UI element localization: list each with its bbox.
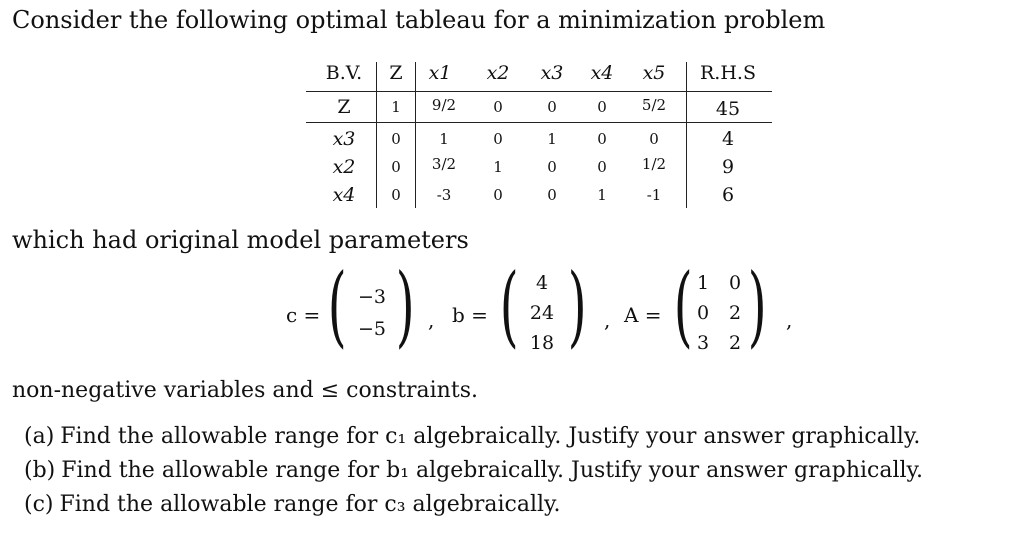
cell: 3/2 [431,155,457,173]
header-x3: x3 [540,62,564,84]
a-entry: 0 [696,302,710,324]
b-entry: 24 [529,302,555,324]
constraints-note: non-negative variables and ≤ constraints. [12,378,478,403]
header-x2: x2 [486,62,510,84]
cell: -3 [436,186,452,204]
cell: 0 [547,98,557,116]
right-paren: ) [747,254,767,357]
cell: 1/2 [641,155,667,173]
a-label: A = [624,303,662,327]
column-rule [415,62,416,208]
cell: 0 [493,186,503,204]
cell: 9 [721,156,735,178]
a-entry: 3 [696,332,710,354]
left-paren: ( [673,254,693,357]
a-entry: 2 [728,332,742,354]
cell: 1 [547,130,557,148]
right-paren: ) [395,254,415,357]
question-text: Find the allowable range for c₁ algebraically. Justify your answer graphically. [60,424,921,449]
a-entry: 0 [728,272,742,294]
header-x1: x1 [428,62,452,84]
separator: , [604,308,611,332]
b-entry: 18 [529,332,555,354]
b-entry: 4 [535,272,549,294]
column-rule [376,62,377,208]
cell-bv: x4 [332,184,356,206]
separator: , [428,308,435,332]
cell: 45 [715,98,741,120]
cell: 9/2 [431,96,457,114]
left-paren: ( [327,254,347,357]
column-rule [686,62,687,208]
cell: 6 [721,184,735,206]
question-label: (c) [24,492,54,517]
cell: 0 [391,158,401,176]
cell: 0 [597,158,607,176]
question-c [24,492,561,517]
cell: 0 [391,186,401,204]
intro-text: Consider the following optimal tableau for a minimization problem [12,6,826,34]
cell: 1 [391,98,401,116]
cell-bv: x3 [332,128,356,150]
left-paren: ( [499,254,519,357]
cell: 0 [547,186,557,204]
header-x5: x5 [642,62,666,84]
question-label: (a) [24,424,55,449]
header-z: Z [389,62,403,84]
cell: 0 [649,130,659,148]
header-bv: B.V. [325,62,363,84]
c-entry: −5 [357,318,386,340]
header-x4: x4 [590,62,614,84]
cell: 5/2 [641,96,667,114]
question-b [24,458,923,483]
cell: 4 [721,128,735,150]
cell: 0 [597,130,607,148]
a-entry: 2 [728,302,742,324]
cell: 1 [597,186,607,204]
right-paren: ) [567,254,587,357]
question-text: Find the allowable range for b₁ algebraically. Justify your answer graphically. [61,458,924,483]
question-label: (b) [24,458,56,483]
cell: 0 [493,130,503,148]
header-rhs: R.H.S [700,62,756,84]
parameters-intro: which had original model parameters [12,226,469,254]
question-text: Find the allowable range for c₃ algebraically. [59,492,561,517]
cell: 1 [493,158,503,176]
cell: 1 [439,130,449,148]
question-a [24,424,920,449]
separator: , [786,308,793,332]
cell: 0 [547,158,557,176]
a-entry: 1 [696,272,710,294]
cell: -1 [646,186,662,204]
cell: 0 [597,98,607,116]
b-label: b = [452,303,488,327]
cell: 0 [391,130,401,148]
c-entry: −3 [357,286,386,308]
cell-bv: Z [337,96,351,118]
cell-bv: x2 [332,156,356,178]
c-label: c = [286,303,321,327]
cell: 0 [493,98,503,116]
